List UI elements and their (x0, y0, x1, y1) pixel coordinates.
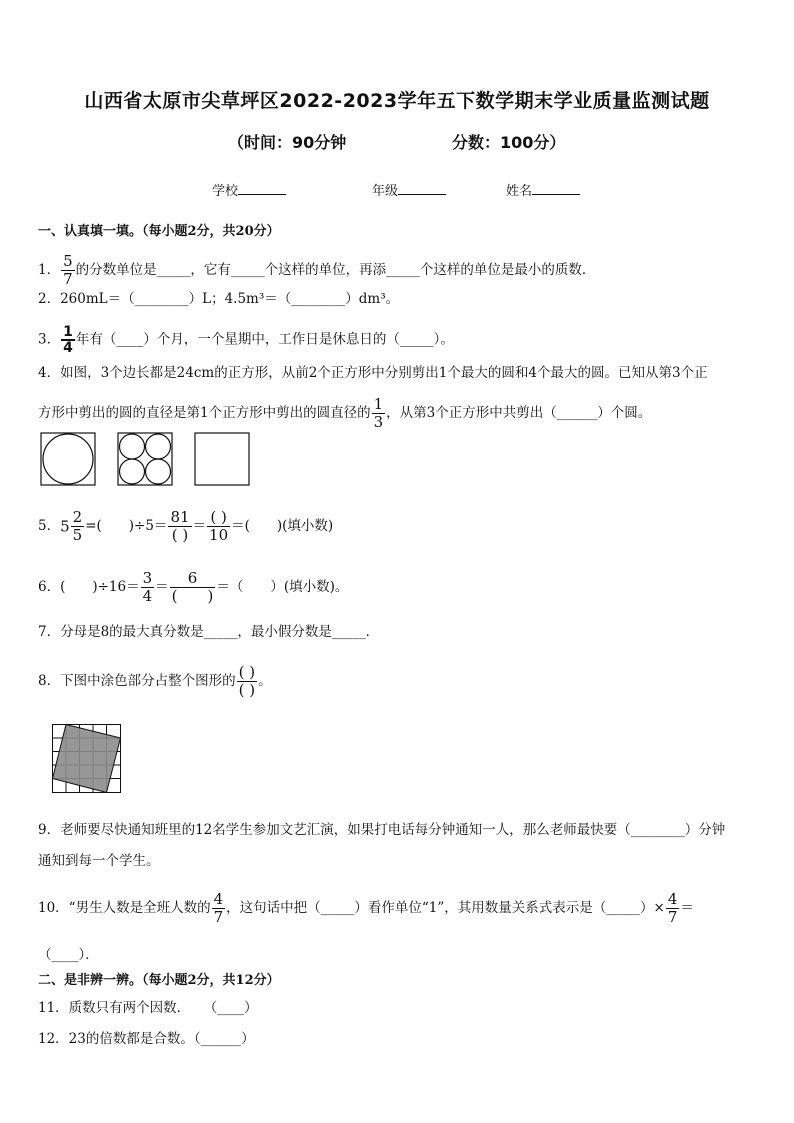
school-label: 学校 (212, 184, 239, 199)
school-blank[interactable] (238, 182, 286, 195)
q6-fraction-1 (141, 570, 155, 605)
question-12: 12．23的倍数都是合数。（______） (38, 1031, 255, 1047)
q4-text-a: 方形中剪出的圆的直径是第1个正方形中剪出的圆直径的 (38, 405, 371, 421)
question-9-line-2: 通知到每一个学生。 (38, 853, 160, 869)
q6-f2-den[interactable]: ( ) (171, 587, 214, 605)
score-label: 分数：100分） (452, 133, 566, 152)
q1-text: 的分数单位是_____，它有_____个这样的单位，再添_____个这样的单位是最小的质数． (75, 262, 596, 278)
grade-field (372, 180, 446, 199)
grade-label: 年级 (372, 184, 399, 199)
q8-grid-figure (52, 724, 124, 796)
question-10 (38, 891, 694, 926)
q1-fraction (61, 253, 75, 288)
q1-numerator: 5 (63, 252, 73, 270)
question-3 (38, 325, 454, 355)
page-title: 山西省太原市尖草坪区2022-2023学年五下数学期末学业质量监测试题 (84, 90, 710, 112)
q10-f2-den: 7 (667, 908, 678, 926)
name-field (506, 180, 580, 199)
q6-f1-den: 4 (142, 587, 153, 605)
q10-f2-num: 4 (667, 890, 678, 908)
q4-text-b: ，从第3个正方形中共剪出（______）个圆。 (386, 405, 652, 421)
q10-fraction-1 (212, 891, 226, 926)
q4-denominator: 3 (373, 413, 384, 431)
square-four-circles (118, 433, 172, 485)
q6-text-1: 6．( )÷16＝ (38, 579, 140, 595)
q3-number: 3． (38, 331, 61, 348)
q8-den[interactable]: ( ) (238, 681, 256, 699)
question-2: 2．260mL＝（________）L；4.5m³＝（________）dm³。 (38, 291, 400, 307)
q3-denominator: 4 (63, 340, 73, 356)
q3-numerator: 1 (63, 324, 73, 340)
q5-f2-den[interactable]: ( ) (171, 526, 189, 544)
q5-fraction-2 (168, 509, 191, 544)
name-label: 姓名 (506, 184, 533, 199)
q10-fraction-2 (666, 891, 680, 926)
q6-fraction-2 (170, 570, 216, 605)
q6-text-2: ＝ (155, 579, 169, 595)
q5-f3-den: 10 (209, 526, 229, 544)
q6-f2-num: 6 (187, 569, 198, 587)
grade-blank[interactable] (398, 182, 446, 195)
question-5 (38, 509, 333, 544)
question-4-line-2 (38, 396, 651, 431)
q8-fraction[interactable] (237, 664, 257, 699)
q8-end: 。 (258, 673, 272, 689)
q10-f1-num: 4 (213, 890, 224, 908)
q10-text-1: 10．“男生人数是全班人数的 (38, 900, 211, 916)
q4-numerator: 1 (373, 395, 384, 413)
question-11: 11．质数只有两个因数． （____） (38, 1000, 258, 1016)
question-7: 7．分母是8的最大真分数是_____，最小假分数是_____． (38, 624, 380, 640)
name-blank[interactable] (532, 182, 580, 195)
square-one-circle (41, 433, 95, 485)
q5-f3-num[interactable]: ( ) (210, 508, 227, 526)
q5-f1-den: 5 (72, 526, 83, 544)
q5-whole: 5 (60, 517, 70, 536)
q5-text-2: ＝ (192, 518, 207, 534)
question-9-line-1: 9．老师要尽快通知班里的12名学生参加文艺汇演，如果打电话每分钟通知一人，那么老师最快要（________）分钟 (38, 822, 726, 838)
q5-text-3: ＝( )(填小数) (231, 518, 334, 534)
section-1-heading: 一、认真填一填。（每小题2分，共20分） (38, 224, 280, 239)
q1-number: 1． (38, 262, 61, 278)
q6-f1-num: 3 (142, 569, 153, 587)
q10-text-2: ，这句话中把（_____）看作单位“1”，其用数量关系式表示是（_____）× (226, 900, 665, 916)
q10-f1-den: 7 (213, 908, 224, 926)
q8-num[interactable]: ( ) (238, 663, 256, 681)
q5-text-1: =( )÷5＝ (85, 518, 168, 534)
q1-denominator: 7 (63, 270, 73, 288)
q6-text-3: ＝（ ）(填小数)。 (216, 579, 349, 595)
q5-f1-num: 2 (72, 508, 83, 526)
q5-fraction-1 (71, 509, 85, 544)
shaded-square (53, 725, 121, 793)
q3-text: 年有（____）个月，一个星期中，工作日是休息日的（_____）。 (75, 331, 454, 348)
time-label: （时间：90分钟 (228, 133, 347, 152)
question-1 (38, 253, 595, 288)
q5-fraction-3 (207, 509, 230, 544)
q4-squares-figure (40, 432, 250, 488)
q3-fraction (61, 325, 75, 355)
q10-text-3: ＝ (680, 900, 694, 916)
question-8 (38, 664, 272, 699)
q8-text: 8．下图中涂色部分占整个图形的 (38, 673, 236, 689)
question-6 (38, 570, 348, 605)
question-4-line-1: 4．如图，3个边长都是24cm的正方形，从前2个正方形中分别剪出1个最大的圆和4个最大的圆。已知从第3个正 (38, 365, 708, 381)
square-empty (195, 433, 249, 485)
q5-f2-num: 81 (170, 508, 190, 526)
section-2-heading: 二、是非辨一辨。（每小题2分，共12分） (38, 973, 280, 988)
q4-fraction (372, 396, 386, 431)
school-field (212, 180, 286, 199)
question-10-line-2: （____）． (38, 947, 99, 963)
q5-number: 5． (38, 518, 61, 534)
